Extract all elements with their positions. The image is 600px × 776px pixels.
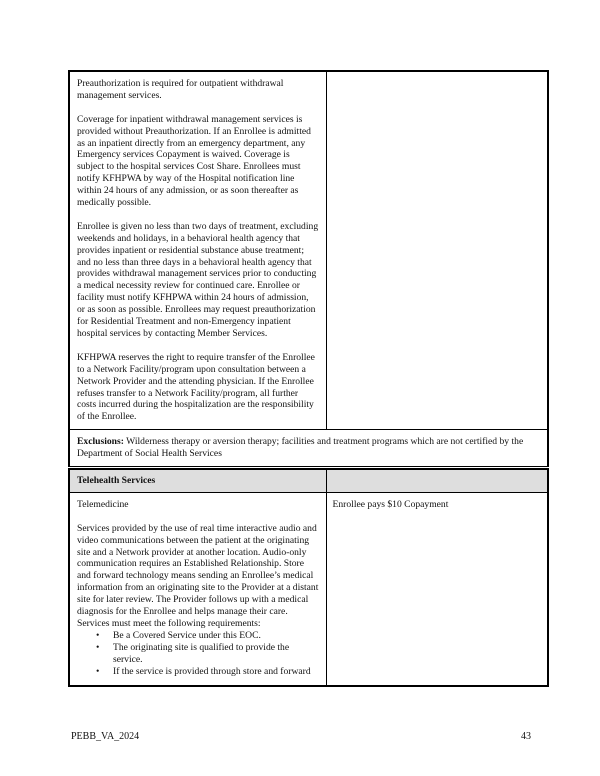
requirement-text: If the service is provided through store and forward bbox=[113, 665, 311, 677]
requirement-text: Be a Covered Service under this EOC. bbox=[113, 629, 261, 641]
telehealth-services-table bbox=[68, 468, 549, 687]
footer-document-id: PEBB_VA_2024 bbox=[71, 731, 140, 742]
footer-page-number: 43 bbox=[521, 731, 531, 742]
exclusions-row bbox=[69, 430, 548, 467]
telemedicine-cost-cell: Enrollee pays $10 Copayment bbox=[326, 492, 548, 686]
outpatient-preauth-paragraph: Preauthorization is required for outpatient withdrawal management services. bbox=[77, 78, 284, 101]
telehealth-header: Telehealth Services bbox=[69, 469, 326, 492]
inpatient-coverage-paragraph: Coverage for inpatient withdrawal management services is provided without Preauthorization. If an Enrollee is admitted as an inpatient directly from an emergency department, any Emergency services Copayment is waived. Coverage is subject to the hospital services Cost Share. Enrollees must notify KFHPWA by way of the Hospital notification line within 24 hours of any admission, or as soon thereafter as medically possible. bbox=[77, 113, 311, 209]
withdrawal-management-table bbox=[68, 70, 549, 467]
telehealth-header-row bbox=[69, 469, 548, 492]
bullet-icon: • bbox=[96, 665, 100, 677]
telemedicine-description: Services provided by the use of real time interactive audio and video communications between the patient at the originating site and a Network provider at another location. Audio-only communication requires an Established Relationship. Store and forward technology means sending an Enrollee’s medical information from an originating site to the Provider at a distant site for later review. The Provider follows up with a medical diagnosis for the Enrollee and helps manage their care. Services must meet the following requirements: bbox=[77, 522, 319, 629]
bullet-icon: • bbox=[96, 629, 100, 641]
requirement-item bbox=[96, 641, 319, 666]
exclusions-cell bbox=[69, 430, 548, 467]
exclusions-text: Wilderness therapy or aversion therapy; facilities and treatment programs which are not certified by the Department of Social Health Services bbox=[77, 436, 524, 460]
requirement-item bbox=[96, 629, 319, 642]
withdrawal-details-cell bbox=[69, 71, 326, 430]
withdrawal-details-row bbox=[69, 71, 548, 430]
requirement-item bbox=[96, 665, 319, 678]
telemedicine-details-cell bbox=[69, 492, 326, 686]
withdrawal-cost-cell bbox=[326, 71, 548, 430]
telemedicine-title: Telemedicine bbox=[77, 498, 129, 510]
treatment-days-paragraph: Enrollee is given no less than two days of treatment, excluding weekends and holidays, in a behavioral health agency that provides inpatient or residential substance abuse treatment; and no less than three days in a behavioral health agency that provides withdrawal management services prior to conducting a medical necessity review for continued care. Enrollee or facility must notify KFHPWA within 24 hours of admission, or as soon as possible. Enrollees may request preauthorization for Residential Treatment and non-Emergency inpatient hospital services by contacting Member Services. bbox=[77, 220, 319, 339]
telemedicine-row bbox=[69, 492, 548, 686]
exclusions-label: Exclusions: bbox=[77, 436, 124, 448]
requirements-list bbox=[77, 630, 319, 678]
telehealth-header-right bbox=[326, 469, 548, 492]
bullet-icon: • bbox=[96, 641, 100, 653]
transfer-rights-paragraph: KFHPWA reserves the right to require transfer of the Enrollee to a Network Facility/program upon consultation between a Network Provider and the attending physician. If the Enrollee refuses transfer to a Network Facility/program, all further costs incurred during the hospitalization are the responsibility of the Enrollee. bbox=[77, 351, 315, 423]
requirement-text: The originating site is qualified to provide the service. bbox=[113, 641, 290, 665]
